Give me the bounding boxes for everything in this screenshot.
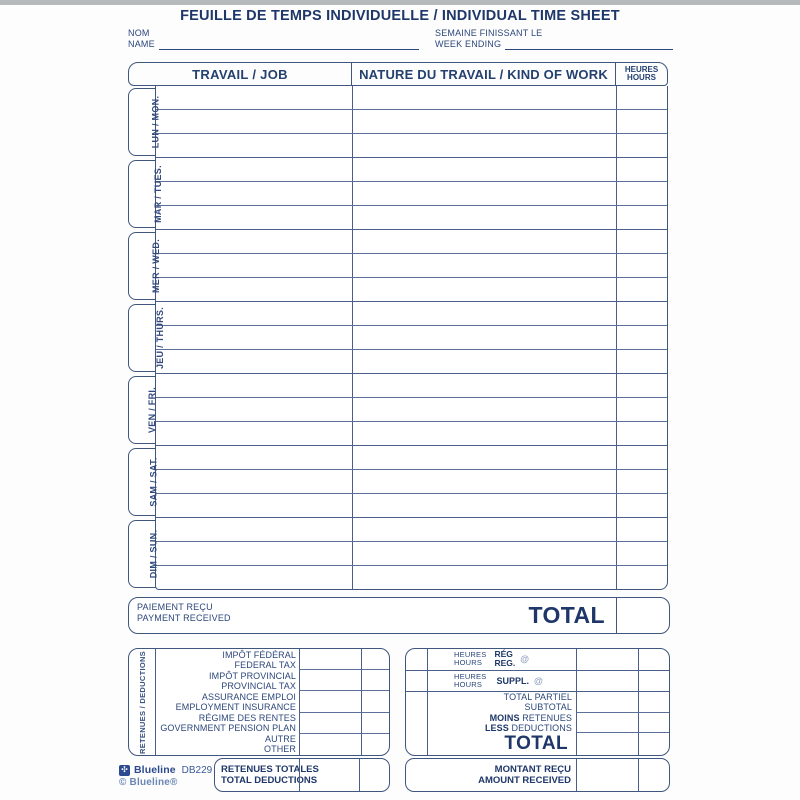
- deduction-row: [156, 734, 389, 755]
- deduction-amount-cell: [299, 691, 361, 712]
- kind-of-work-cell: [352, 134, 616, 157]
- day-block: [156, 518, 667, 589]
- week-blank-line: [505, 40, 673, 50]
- entry-row: [156, 494, 667, 517]
- entry-row: [156, 398, 667, 422]
- net-total-label: TOTAL: [504, 733, 568, 754]
- job-cell: [156, 422, 352, 445]
- job-cell: [156, 134, 352, 157]
- overtime-cents-cell: [638, 671, 669, 692]
- kind-of-work-cell: [352, 350, 616, 373]
- summary-left-strip: [406, 733, 428, 755]
- day-block: [156, 86, 667, 158]
- kind-of-work-cell: [352, 230, 616, 253]
- table-body: [128, 86, 668, 590]
- day-block: [156, 302, 667, 374]
- job-cell: [156, 278, 352, 301]
- deduction-row: [156, 670, 389, 691]
- total-deductions-label: RETENUES TOTALES TOTAL DEDUCTIONS: [221, 764, 319, 786]
- job-cell: [156, 494, 352, 517]
- hours-cell: [616, 398, 667, 421]
- less-deductions-amount-cell: [576, 713, 638, 734]
- name-field: [128, 28, 419, 50]
- day-block: [156, 374, 667, 446]
- kind-of-work-cell: [352, 302, 616, 325]
- deduction-cents-cell: [361, 670, 389, 691]
- entry-row: [156, 422, 667, 445]
- name-blank-line: [159, 40, 419, 50]
- deductions-section: [128, 648, 390, 756]
- summary-left-strip: [406, 649, 428, 670]
- job-cell: [156, 302, 352, 325]
- hours-cell: [616, 566, 667, 589]
- deductions-rows: [156, 649, 389, 755]
- hours-cell: [616, 158, 667, 181]
- deduction-amount-cell: [299, 713, 361, 734]
- entry-row: [156, 302, 667, 326]
- overtime-amount-cell: [576, 671, 638, 692]
- at-rate-symbol: @: [520, 654, 530, 665]
- entry-row: [156, 110, 667, 134]
- kind-of-work-cell: [352, 254, 616, 277]
- subtotal-label: TOTAL PARTIEL SUBTOTAL: [503, 692, 572, 713]
- job-cell: [156, 182, 352, 205]
- overtime-hours-label: HEURES HOURS SUPPL. @: [454, 671, 543, 689]
- entry-row: [156, 206, 667, 229]
- day-label: MAR / TUES.: [152, 165, 163, 223]
- entry-row: [156, 446, 667, 470]
- hours-cell: [616, 494, 667, 517]
- kind-of-work-cell: [352, 374, 616, 397]
- kind-of-work-cell: [352, 110, 616, 133]
- deduction-cents-cell: [361, 649, 389, 670]
- kind-of-work-cell: [352, 398, 616, 421]
- column-header-hours: HEURES HOURS: [615, 63, 667, 85]
- amount-received-box: [405, 758, 670, 792]
- summary-left-strip: [406, 713, 428, 734]
- kind-of-work-cell: [352, 158, 616, 181]
- column-header-job: TRAVAIL / JOB: [192, 66, 288, 82]
- hours-cell: [616, 278, 667, 301]
- hours-cell: [616, 374, 667, 397]
- deduction-cents-cell: [361, 713, 389, 734]
- day-block: [156, 446, 667, 518]
- total-deductions-amount-cell: [299, 759, 359, 791]
- hours-cell: [616, 134, 667, 157]
- net-total-amount-cell: [576, 733, 638, 755]
- kind-of-work-cell: [352, 182, 616, 205]
- day-label: LUN / MON.: [150, 95, 161, 149]
- hours-cell: [616, 182, 667, 205]
- brand-copyright: © Blueline®: [119, 777, 178, 788]
- job-cell: [156, 254, 352, 277]
- payment-received-label: PAIEMENT REÇU PAYMENT RECEIVED: [137, 602, 231, 623]
- deduction-label: IMPÔT PROVINCIAL PROVINCIAL TAX: [209, 670, 296, 691]
- job-cell: [156, 206, 352, 229]
- total-deductions-cents-cell: [359, 759, 389, 791]
- job-cell: [156, 326, 352, 349]
- grand-total-label: TOTAL: [528, 602, 605, 628]
- hours-cell: [616, 542, 667, 565]
- deduction-row: [156, 649, 389, 670]
- regular-cents-cell: [638, 649, 669, 670]
- entry-row: [156, 350, 667, 373]
- amount-received-amount-cell: [576, 759, 638, 791]
- job-cell: [156, 566, 352, 589]
- entry-row: [156, 254, 667, 278]
- deduction-row: [156, 691, 389, 712]
- entry-row: [156, 518, 667, 542]
- hours-cell: [616, 446, 667, 469]
- subtotal-row: [406, 692, 669, 713]
- job-cell: [156, 398, 352, 421]
- day-block: [156, 230, 667, 302]
- deductions-side-strip: [129, 649, 156, 755]
- entry-row: [156, 230, 667, 254]
- summary-left-strip: [406, 692, 428, 713]
- deduction-amount-cell: [299, 649, 361, 670]
- deduction-row: [156, 713, 389, 734]
- regular-hours-label: HEURES HOURS RÉG REG. @: [454, 649, 530, 669]
- deduction-amount-cell: [299, 670, 361, 691]
- kind-of-work-cell: [352, 86, 616, 109]
- hours-cell: [616, 422, 667, 445]
- name-label-fr: NOM: [128, 28, 150, 38]
- less-deductions-row: [406, 713, 669, 734]
- job-cell: [156, 446, 352, 469]
- job-cell: [156, 350, 352, 373]
- scan-edge-band: [0, 0, 800, 5]
- hours-cell: [616, 206, 667, 229]
- brand-name: Blueline: [134, 764, 176, 776]
- deduction-label: AUTRE OTHER: [264, 734, 296, 755]
- day-label: JEU / THURS.: [155, 306, 166, 370]
- day-label: DIM / SUN.: [148, 529, 159, 579]
- net-total-row: [406, 733, 669, 755]
- deductions-side-label: RETENUES / DEDUCTIONS: [137, 650, 147, 754]
- entry-row: [156, 134, 667, 157]
- deduction-cents-cell: [361, 691, 389, 712]
- job-cell: [156, 518, 352, 541]
- subtotal-cents-cell: [638, 692, 669, 713]
- kind-of-work-cell: [352, 206, 616, 229]
- entry-row: [156, 542, 667, 566]
- total-deductions-box: [214, 758, 390, 792]
- job-cell: [156, 158, 352, 181]
- hours-cell: [616, 230, 667, 253]
- day-label: VEN / FRI.: [147, 386, 158, 434]
- entry-row: [156, 278, 667, 301]
- entry-row: [156, 326, 667, 350]
- brand-footer: [119, 764, 212, 788]
- entry-row: [156, 470, 667, 494]
- less-deductions-cents-cell: [638, 713, 669, 734]
- hours-cell: [616, 302, 667, 325]
- amount-received-cents-cell: [638, 759, 669, 791]
- amount-received-label: MONTANT REÇU AMOUNT RECEIVED: [478, 764, 571, 786]
- blueline-square-icon: ✣: [119, 765, 130, 776]
- net-total-cents-cell: [638, 733, 669, 755]
- job-cell: [156, 86, 352, 109]
- job-cell: [156, 110, 352, 133]
- day-label: SAM / SAT.: [148, 457, 159, 507]
- page-title: FEUILLE DE TEMPS INDIVIDUELLE / INDIVIDUAL TIME SHEET: [180, 8, 620, 24]
- job-cell: [156, 374, 352, 397]
- week-label-fr: SEMAINE FINISSANT LE: [435, 28, 543, 38]
- job-cell: [156, 230, 352, 253]
- hours-cell: [616, 110, 667, 133]
- regular-amount-cell: [576, 649, 638, 670]
- kind-of-work-cell: [352, 422, 616, 445]
- pay-summary-section: [405, 648, 670, 756]
- job-cell: [156, 470, 352, 493]
- form-model-number: DB229: [181, 764, 213, 776]
- column-header-kind-of-work: NATURE DU TRAVAIL / KIND OF WORK: [351, 63, 615, 85]
- day-tabs-column: [128, 86, 166, 590]
- entry-row: [156, 566, 667, 589]
- deduction-label: IMPÔT FÉDÉRAL FEDERAL TAX: [222, 649, 296, 670]
- entry-row: [156, 86, 667, 110]
- week-label-en: WEEK ENDING: [435, 39, 502, 49]
- entry-row: [156, 158, 667, 182]
- entry-row: [156, 182, 667, 206]
- kind-of-work-cell: [352, 494, 616, 517]
- hours-cell: [616, 254, 667, 277]
- kind-of-work-cell: [352, 446, 616, 469]
- overtime-hours-row: [406, 671, 669, 693]
- job-cell: [156, 542, 352, 565]
- regular-hours-row: [406, 649, 669, 671]
- deduction-cents-cell: [361, 734, 389, 755]
- kind-of-work-cell: [352, 542, 616, 565]
- deduction-label: RÉGIME DES RENTES GOVERNMENT PENSION PLAN: [160, 713, 296, 734]
- kind-of-work-cell: [352, 278, 616, 301]
- hours-cell: [616, 326, 667, 349]
- at-rate-symbol: @: [533, 675, 543, 686]
- payment-received-row: [128, 597, 670, 634]
- hours-cell: [616, 470, 667, 493]
- entry-row: [156, 374, 667, 398]
- total-hours-cell: [616, 598, 669, 633]
- less-deductions-label: MOINS RETENUES LESS DEDUCTIONS: [484, 712, 572, 733]
- subtotal-amount-cell: [576, 692, 638, 713]
- hours-cell: [616, 518, 667, 541]
- name-label-en: NAME: [128, 39, 155, 49]
- kind-of-work-cell: [352, 326, 616, 349]
- kind-of-work-cell: [352, 470, 616, 493]
- net-total-label-wrap: [428, 733, 576, 755]
- deduction-amount-cell: [299, 734, 361, 755]
- deduction-label: ASSURANCE EMPLOI EMPLOYMENT INSURANCE: [175, 692, 296, 712]
- kind-of-work-cell: [352, 566, 616, 589]
- table-header: [128, 62, 668, 86]
- day-label: MER / WED.: [151, 239, 161, 293]
- day-block: [156, 158, 667, 230]
- kind-of-work-cell: [352, 518, 616, 541]
- hours-cell: [616, 350, 667, 373]
- hours-cell: [616, 86, 667, 109]
- week-ending-field: [435, 28, 673, 50]
- summary-left-strip: [406, 671, 428, 692]
